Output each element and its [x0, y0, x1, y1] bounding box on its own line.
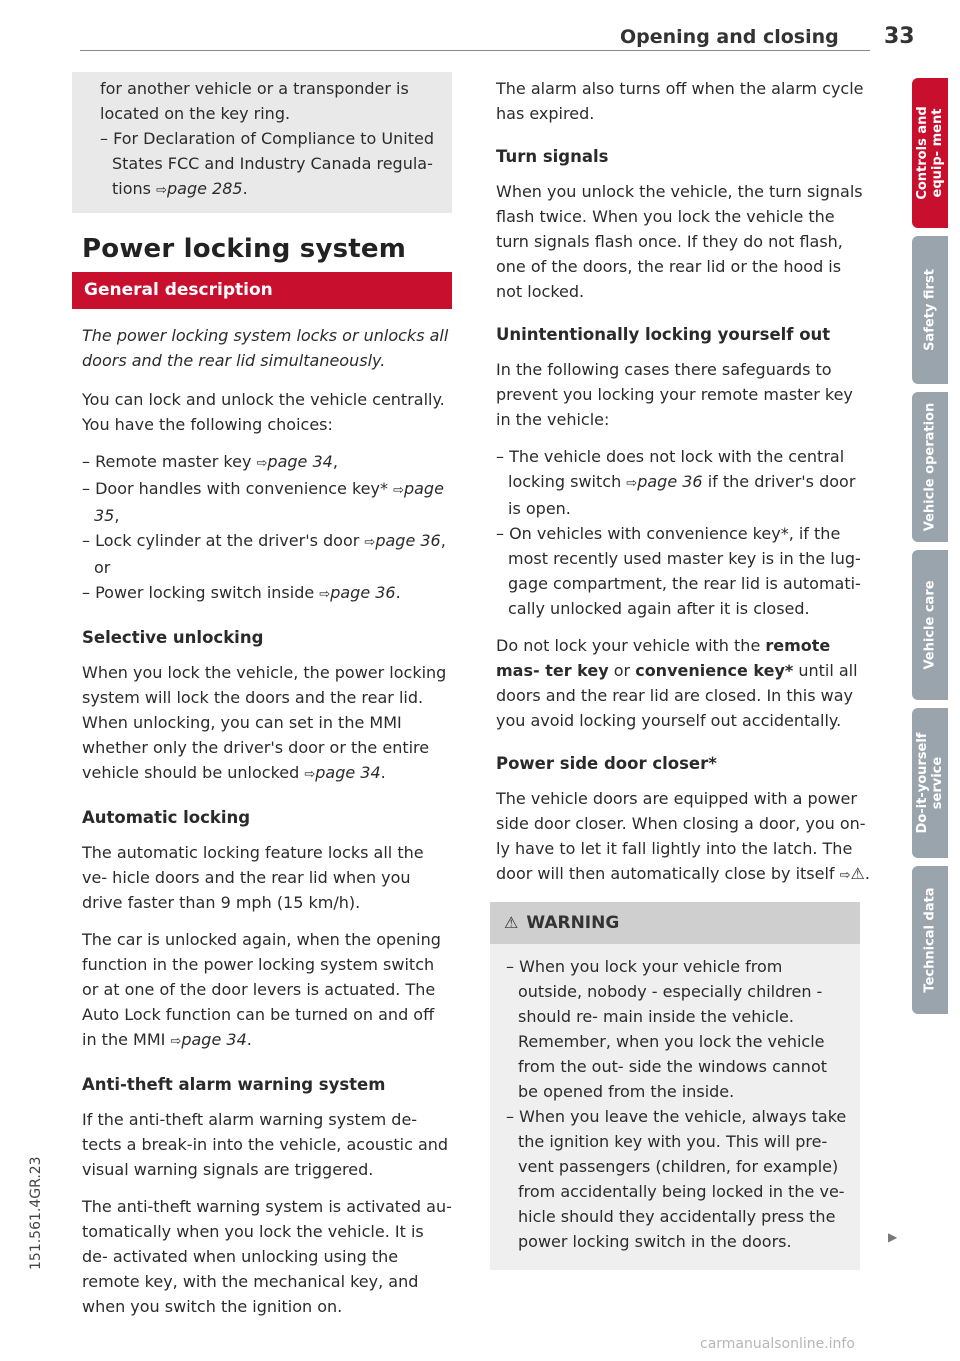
- subheading-turn-signals: Turn signals: [496, 147, 609, 166]
- paragraph: When you unlock the vehicle, the turn signals flash twice. When you lock the vehicle the turn signals flash once. If they do not flash, one of the doors, the rear lid or the hood is not locked.: [496, 182, 863, 301]
- page-ref-link[interactable]: page 285: [166, 179, 243, 198]
- list-item: – Remote master key ⇨page 34,: [82, 452, 338, 471]
- page-ref-arrow-icon: ⇨: [839, 868, 851, 883]
- page-ref-arrow-icon: ⇨: [393, 483, 404, 498]
- tab-do-it-yourself[interactable]: Do-it-yourself service: [912, 708, 948, 858]
- subheading-door-closer: Power side door closer*: [496, 754, 717, 773]
- chapter-tabs: [912, 78, 948, 1022]
- choice-list: [82, 449, 452, 607]
- running-header-title: Opening and closing: [620, 26, 839, 48]
- subheading-selective: Selective unlocking: [82, 628, 264, 647]
- tab-vehicle-operation[interactable]: Vehicle operation: [912, 392, 948, 542]
- page-ref-link[interactable]: page 36: [375, 531, 441, 550]
- continue-arrow-icon: ▶: [888, 1230, 898, 1244]
- warning-list: [506, 954, 848, 1254]
- paragraph: Do not lock your vehicle with the remote mas- ter key or convenience key* until all doors and the rear lid are closed. In this way you avoid locking yourself out accidentally.: [496, 636, 858, 730]
- safeguard-list: [496, 444, 871, 621]
- page-ref-arrow-icon: ⇨: [364, 535, 376, 550]
- page-ref-arrow-icon: ⇨: [626, 476, 638, 491]
- page-number: 33: [884, 24, 915, 49]
- list-item: – When you leave the vehicle, always take the ignition key with you. This will pre- vent passengers (children, for example) from accidentally being locked in the ve- hicle should they accidentally press the power locking switch in the doors.: [506, 1107, 847, 1251]
- subheading-automatic: Automatic locking: [82, 808, 251, 827]
- page-ref-arrow-icon: ⇨: [304, 767, 316, 782]
- list-item: – On vehicles with convenience key*, if the most recently used master key is in the lug- gage compartment, the rear lid is automati- cally unlocked again after it is closed.: [496, 524, 861, 618]
- page-ref-link[interactable]: page 34: [267, 452, 333, 471]
- fcc-item: – For Declaration of Compliance to United States FCC and Industry Canada regula- tions ⇨page 285.: [100, 129, 434, 198]
- paragraph: In the following cases there safeguards to prevent you locking your remote master key in the vehicle:: [496, 360, 853, 429]
- section-title: Power locking system: [82, 234, 407, 264]
- paragraph: When you lock the vehicle, the power locking system will lock the doors and the rear lid. When unlocking, you can set in the MMI whether only the driver's door or the entire vehicle should be unlocked ⇨page 34.: [82, 663, 447, 782]
- subheading-unintentional: Unintentionally locking yourself out: [496, 325, 831, 344]
- tab-vehicle-care[interactable]: Vehicle care: [912, 550, 948, 700]
- warning-header: ⚠ WARNING: [490, 902, 860, 944]
- page-ref-link[interactable]: page 34: [181, 1030, 247, 1049]
- list-item: – Lock cylinder at the driver's door ⇨page 36, or: [82, 531, 446, 577]
- left-column: [82, 72, 452, 1331]
- continued-info-box: [72, 72, 452, 213]
- intro-text: The power locking system locks or unlocks all doors and the rear lid simultaneously.: [82, 326, 449, 370]
- list-item: – Door handles with convenience key* ⇨page 35,: [82, 479, 444, 525]
- warning-box: [490, 902, 860, 1270]
- page-ref-arrow-icon: ⇨: [256, 456, 268, 471]
- warning-triangle-icon[interactable]: ⚠: [850, 864, 865, 883]
- paragraph: The alarm also turns off when the alarm cycle has expired.: [496, 79, 864, 123]
- page-ref-arrow-icon: ⇨: [319, 587, 331, 602]
- warning-triangle-icon: ⚠: [504, 913, 519, 932]
- page-ref-link[interactable]: page 35: [94, 479, 444, 525]
- continued-text: for another vehicle or a transponder is located on the key ring.: [100, 79, 409, 123]
- right-column: [496, 76, 871, 1270]
- list-item: – Power locking switch inside ⇨page 36.: [82, 583, 401, 602]
- paragraph: The anti-theft warning system is activated au- tomatically when you lock the vehicle. It is de- activated when unlocking using the remote key, with the mechanical key, and when you switch the ignition on.: [82, 1197, 452, 1316]
- page-ref-link[interactable]: page 36: [637, 472, 703, 491]
- paragraph: The car is unlocked again, when the opening function in the power locking system switch or at one of the door levers is actuated. The Auto Lock function can be turned on and off in the MMI ⇨page 34.: [82, 930, 441, 1049]
- paragraph: You can lock and unlock the vehicle centrally. You have the following choices:: [82, 390, 445, 434]
- header-rule: [80, 50, 870, 51]
- document-code: 151.561.4GR.23: [28, 1156, 44, 1270]
- page-ref-link[interactable]: page 34: [315, 763, 381, 782]
- page-ref-link[interactable]: page 36: [330, 583, 396, 602]
- paragraph: The automatic locking feature locks all the ve- hicle doors and the rear lid when you drive faster than 9 mph (15 km/h).: [82, 843, 424, 912]
- paragraph: If the anti-theft alarm warning system de- tects a break-in into the vehicle, acoustic and visual warning signals are triggered.: [82, 1110, 449, 1179]
- page-ref-arrow-icon: ⇨: [170, 1034, 182, 1049]
- watermark: carmanualsonline.info: [700, 1336, 855, 1352]
- list-item: – When you lock your vehicle from outside, nobody - especially children - should re- main inside the vehicle. Remember, when you lock the vehicle from the out- side the windows cannot be opened from the inside.: [506, 957, 828, 1101]
- subheading-antitheft: Anti-theft alarm warning system: [82, 1075, 386, 1094]
- tab-controls[interactable]: Controls and equip- ment: [912, 78, 948, 228]
- page-ref-arrow-icon: ⇨: [156, 183, 167, 198]
- list-item: – The vehicle does not lock with the central locking switch ⇨page 36 if the driver's door is open.: [496, 447, 856, 518]
- subsection-bar: General description: [72, 272, 452, 309]
- paragraph: The vehicle doors are equipped with a power side door closer. When closing a door, you on- ly have to let it fall lightly into the latch. The door will then automatically close by itself ⇨⚠.: [496, 789, 870, 883]
- tab-technical-data[interactable]: Technical data: [912, 866, 948, 1014]
- tab-safety[interactable]: Safety first: [912, 236, 948, 384]
